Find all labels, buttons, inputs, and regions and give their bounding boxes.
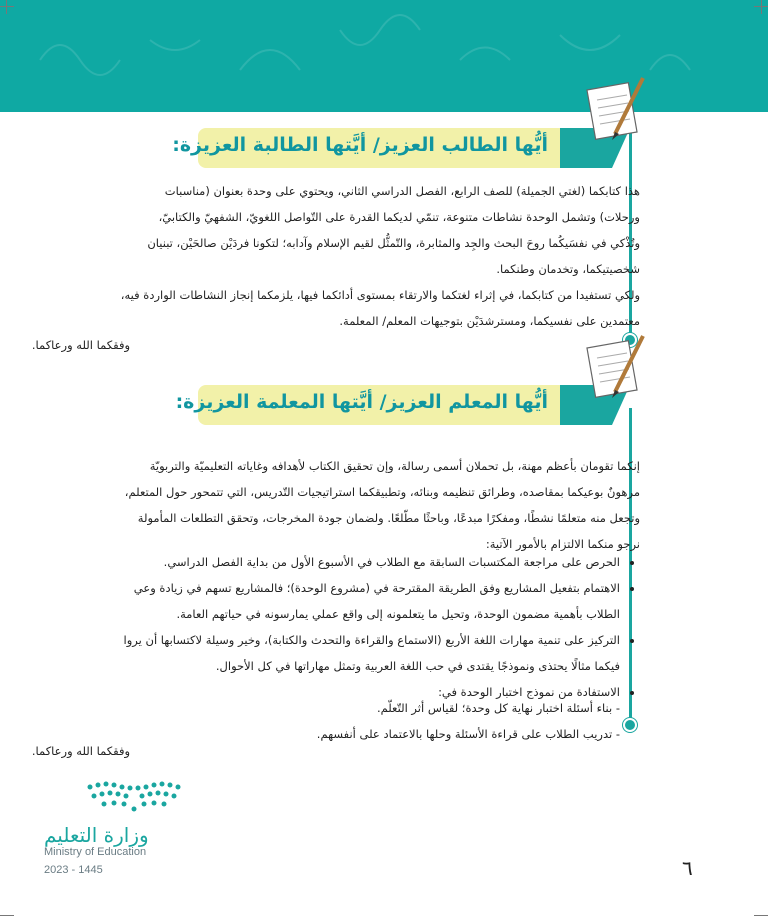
- section2-body: [110, 453, 640, 557]
- text-line: ورحلات) وتشمل الوحدة نشاطات متنوعة، تنمّي لديكما القدرة على التّواصل اللغويّ، الشفهيّ والكتابيّ،: [158, 210, 640, 224]
- text-line: نرجو منكما الالتزام بالأمور الآتية:: [485, 537, 640, 551]
- sub-list: [110, 695, 620, 747]
- list-item: • التركيز على تنمية مهارات اللغة الأربع (الاستماع والقراءة والتحدث والكتابة)، وخير وسيلة لاكتسابها أن يروا فيكما مثالًا يحتذى ونموذجًا يقتدى في حب اللغة العربية وتمثل مهاراتها في كل الأحوال.: [110, 627, 620, 679]
- crop-mark: [761, 0, 762, 14]
- list-item: • الحرص على مراجعة المكتسبات السابقة مع الطلاب في الأسبوع الأول من بداية الفصل الدراسي.: [110, 549, 620, 575]
- crop-mark: [6, 0, 7, 14]
- text-line: إنكما تقومان بأعظم مهنة، بل تحملان أسمى رسالة، وإن تحقيق الكتاب لأهدافه وغاياته التعليميّة والتربويّة: [149, 459, 640, 473]
- section1-closing: وفقكما الله ورعاكما.: [31, 338, 130, 352]
- edition-year: 2023 - 1445: [44, 864, 103, 876]
- section2-end-dot: [623, 718, 637, 732]
- text-line: هذا كتابكما (لغتي الجميلة) للصف الرابع، الفصل الدراسي الثاني، ويحتوي على وحدة بعنوان (مناسبات: [164, 184, 640, 198]
- text-line: وتُذْكي في نفسَيكُما روحَ البحث والجِد والمثابرة، والتّمثُّل لقيم الإسلام وآدابه؛ لتكونا فردَيْن صالحَيْن، تبنيان: [147, 236, 640, 250]
- ministry-name-en: Ministry of Education: [44, 846, 147, 858]
- ministry-logo-mark: [80, 775, 190, 815]
- text-line: معتمدين على نفسيكما، ومسترشدَيْن بتوجيهات المعلم/ المعلمة.: [339, 314, 640, 328]
- sub-item: - بناء أسئلة اختبار نهاية كل وحدة؛ لقياس أثر التّعلّم.: [376, 701, 620, 715]
- text-line: شخصيتيكما، وتخدمان وطنكما.: [496, 262, 640, 276]
- section2-title: أيُّها المعلم العزيز/ أيَّتها المعلمة العزيزة:: [175, 391, 548, 413]
- section2-closing: وفقكما الله ورعاكما.: [31, 744, 130, 758]
- crop-mark: [754, 915, 768, 916]
- text-line: وتجعل منه متعلمًا نشطًا، ومفكرًا مبدعًا، وباحثًا مطّلعًا. ولضمان جودة المخرجات، وتحقق التطلعات المأمولة: [137, 511, 640, 525]
- list-item: • الاستفادة من نموذج اختبار الوحدة في:: [110, 679, 620, 705]
- paper-pen-icon: [585, 330, 655, 412]
- instructions-list: [110, 549, 640, 705]
- sub-item: - تدريب الطلاب على قراءة الأسئلة وحلها بالاعتماد على أنفسهم.: [316, 727, 620, 741]
- page-number: ٦: [682, 856, 693, 880]
- section1-body: [110, 178, 640, 334]
- crop-mark: [0, 915, 14, 916]
- text-line: ولكي تستفيدا من كتابكما، في إثراء لغتكما والارتقاء بمستوى أدائكما فيها، يلزمكما إنجاز النشاطات الواردة فيه،: [120, 288, 640, 302]
- section1-title: أيُّها الطالب العزيز/ أيَّتها الطالبة العزيزة:: [172, 134, 548, 156]
- ministry-name-ar: وزارة التعليم: [44, 823, 149, 847]
- text-line: مرهونٌ بوعيكما بمقاصده، وطرائق تنظيمه وبنائه، وتطبيقكما استراتيجيات التّدريس، التي تتمحور حول المتعلم،: [124, 485, 640, 499]
- list-item: • الاهتمام بتفعيل المشاريع وفق الطريقة المقترحة في (مشروع الوحدة)؛ فالمشاريع تسهم في زيادة وعي الطلاب بأهمية مضمون الوحدة، وتحيل ما يتعلمونه إلى واقع عملي يمارسونه في حياتهم العامة.: [110, 575, 620, 627]
- crop-mark: [0, 6, 14, 7]
- paper-pen-icon: [585, 72, 655, 154]
